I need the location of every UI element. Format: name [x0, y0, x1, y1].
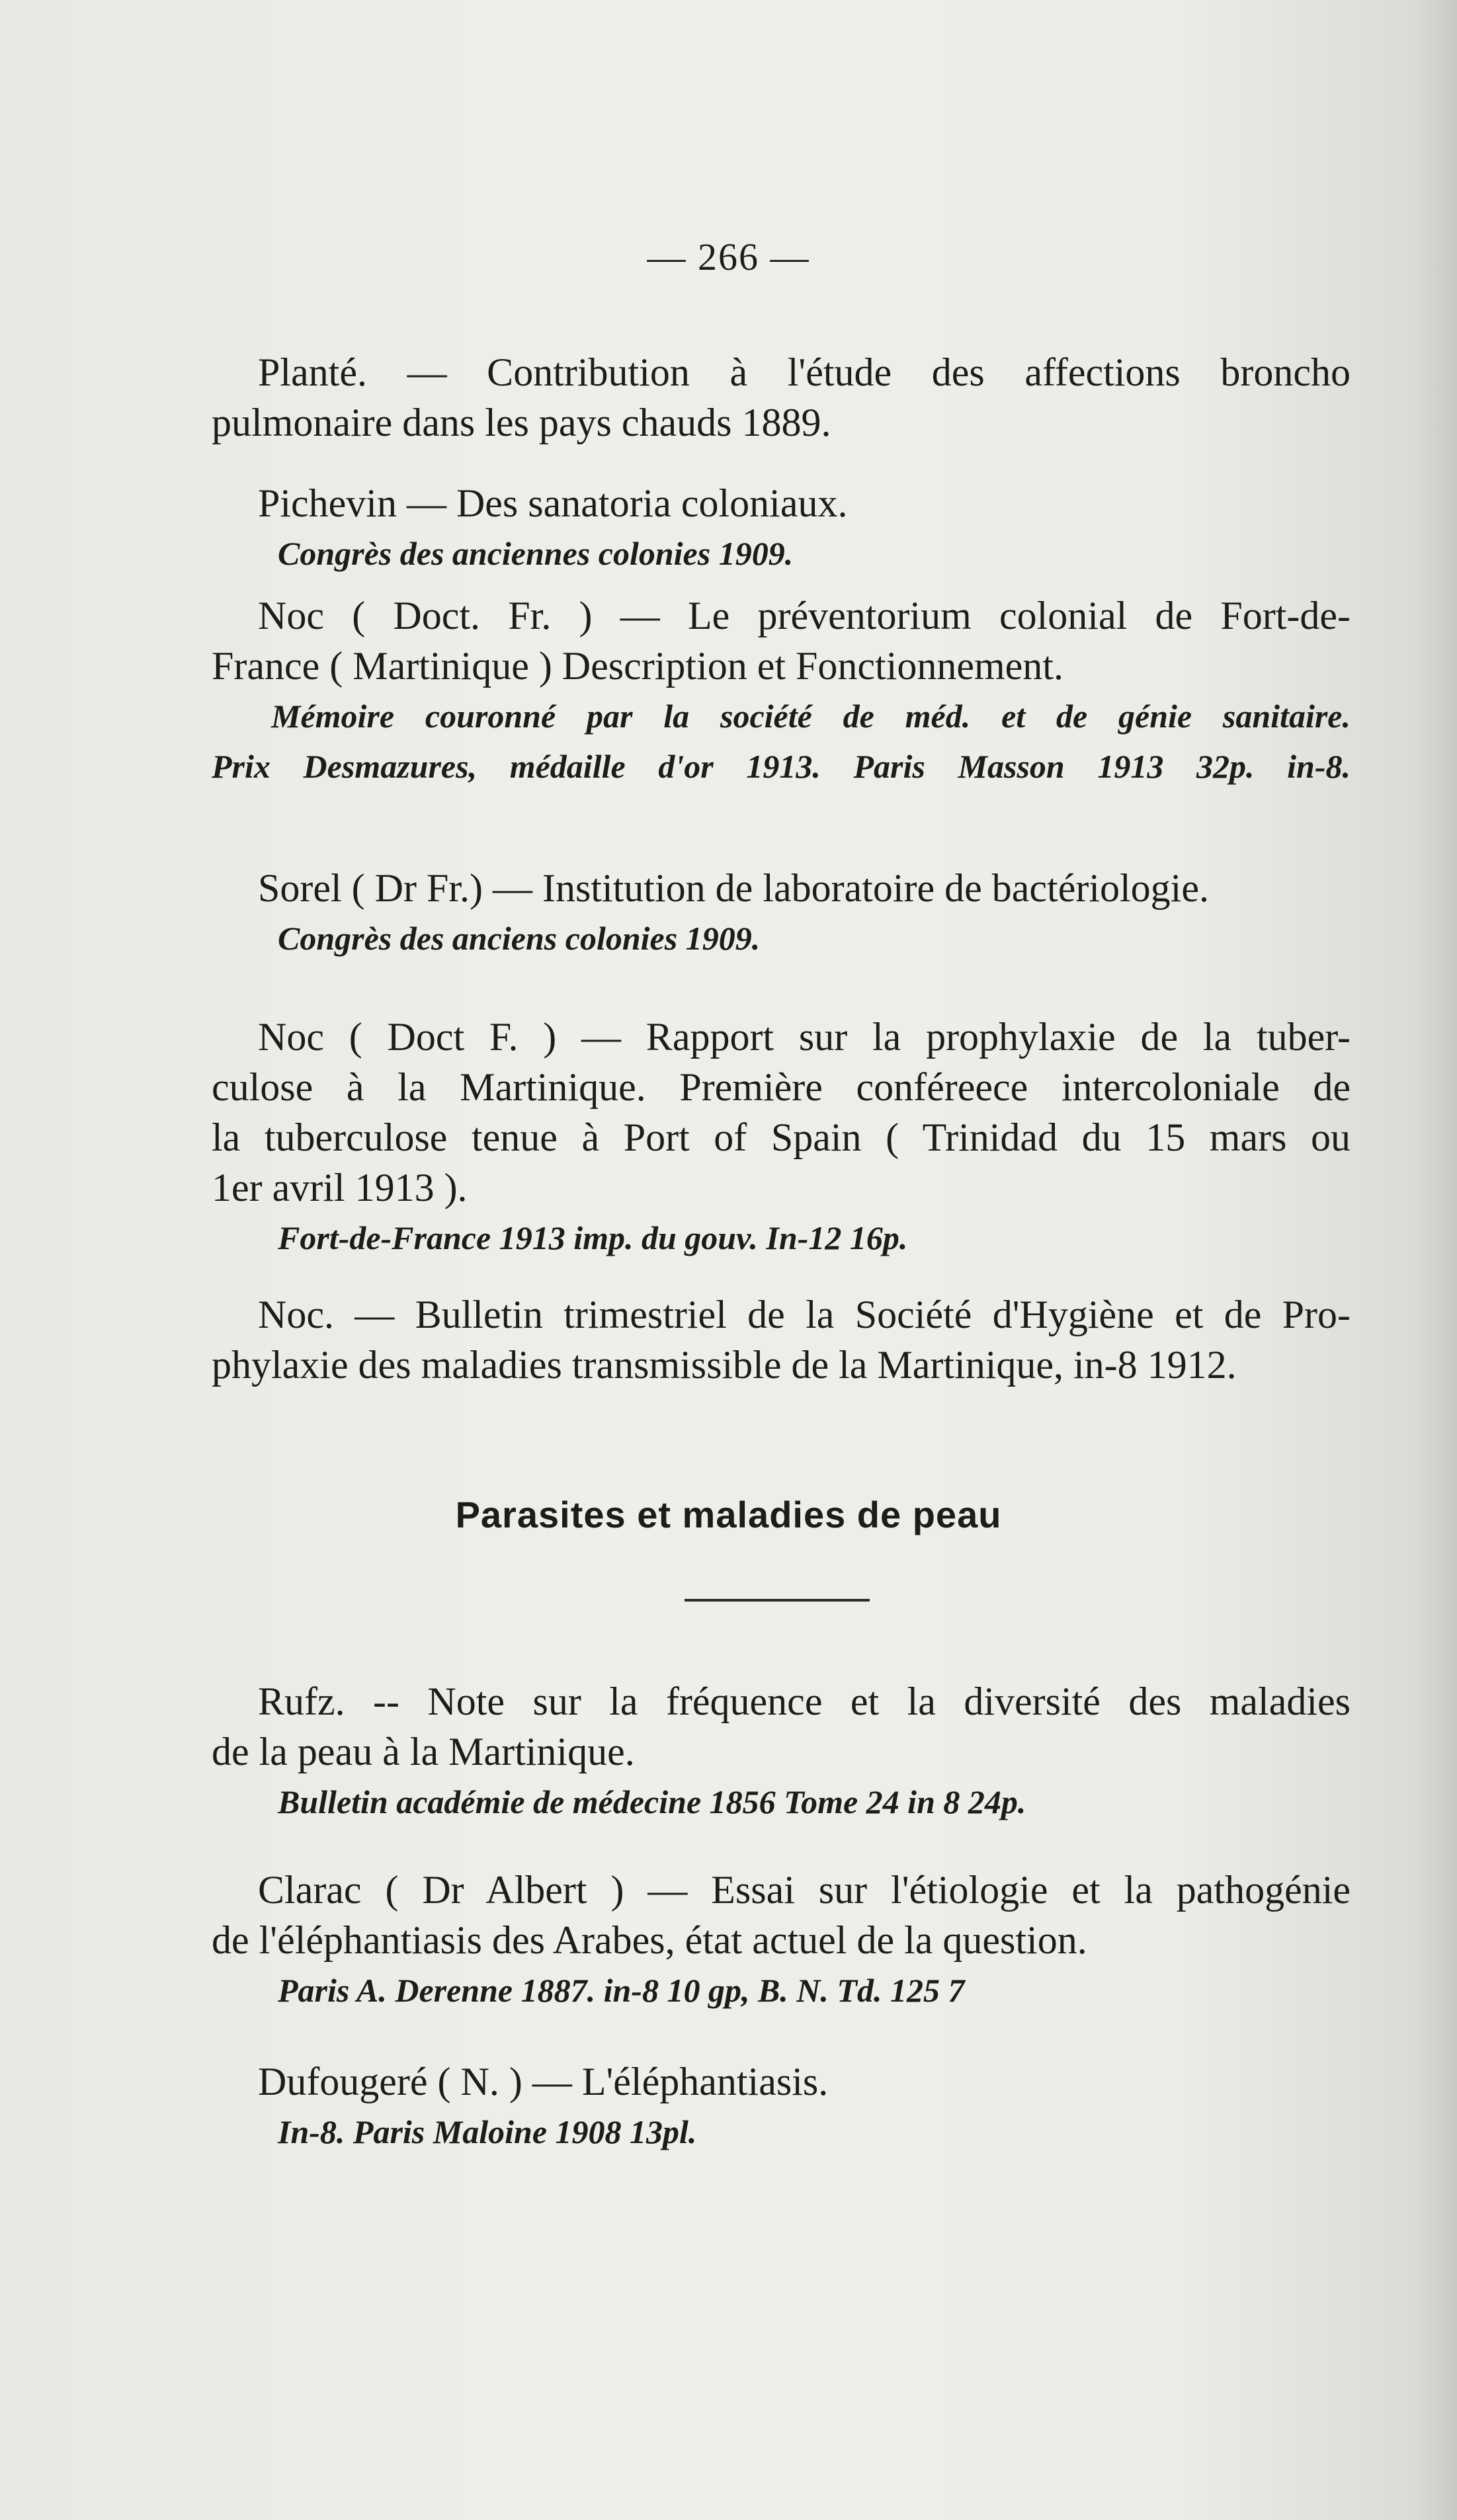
entry-text-line: Sorel ( Dr Fr.) — Institution de laboratoire de bactériologie. [258, 866, 1209, 910]
entry-text-line: Dufougeré ( N. ) — L'éléphantiasis. [258, 2060, 829, 2103]
entry-text-line: Clarac ( Dr Albert ) — Essai sur l'étiologie et la pathogénie [258, 1868, 1351, 1912]
bibliography-entry [212, 1865, 1351, 2015]
entry-text-line: pulmonaire dans les pays chauds 1889. [212, 401, 831, 444]
section-title: Parasites et maladies de peau [455, 1494, 1002, 1535]
entry-text-line: de l'éléphantiasis des Arabes, état actuel de la question. [212, 1918, 1087, 1962]
entry-text-line: la tuberculose tenue à Port of Spain ( Trinidad du 15 mars ou [212, 1116, 1351, 1159]
bibliography-entry [212, 1012, 1351, 1263]
entry-reference: Paris A. Derenne 1887. in-8 10 gp, B. N. Td. 125 7 [278, 1972, 965, 2009]
entry-text-line: Noc ( Doct F. ) — Rapport sur la prophylaxie de la tuber- [258, 1015, 1351, 1059]
entry-text-line: Rufz. -- Note sur la fréquence et la diversité des maladies [258, 1680, 1351, 1723]
entry-text-line: Planté. — Contribution à l'étude des affections broncho [258, 350, 1351, 394]
bibliography-entry [212, 478, 1351, 579]
entry-text-line: France ( Martinique ) Description et Fonctionnement. [212, 644, 1063, 688]
entry-reference: Bulletin académie de médecine 1856 Tome 24 in 8 24p. [278, 1783, 1026, 1820]
bibliography-entry [212, 863, 1351, 963]
entry-text-line: Pichevin — Des sanatoria coloniaux. [258, 481, 848, 525]
section-divider [685, 1599, 870, 1602]
bibliography-entry [212, 2056, 1351, 2157]
entry-reference: Prix Desmazures, médaille d'or 1913. Paris Masson 1913 32p. in-8. [212, 748, 1351, 785]
entry-text-line: de la peau à la Martinique. [212, 1730, 635, 1773]
bibliography-entry [212, 1676, 1351, 1827]
entry-reference: Congrès des anciens colonies 1909. [278, 920, 761, 957]
entry-reference: Mémoire couronné par la société de méd. et de génie sanitaire. [271, 698, 1351, 735]
bibliography-entry [212, 590, 1351, 792]
entry-text-line: 1er avril 1913 ). [212, 1166, 468, 1209]
entry-reference: In-8. Paris Maloine 1908 13pl. [278, 2113, 697, 2150]
entry-reference: Congrès des anciennes colonies 1909. [278, 535, 794, 572]
bibliography-entry [212, 1289, 1351, 1390]
entry-text-line: Noc ( Doct. Fr. ) — Le préventorium colonial de Fort-de- [258, 594, 1351, 637]
entry-text-line: culose à la Martinique. Première conféreece intercoloniale de [212, 1065, 1351, 1109]
page-number: — 266 — [647, 235, 810, 278]
entry-text-line: Noc. — Bulletin trimestriel de la Société d'Hygiène et de Pro- [258, 1293, 1351, 1336]
entry-reference: Fort-de-France 1913 imp. du gouv. In-12 16p. [278, 1219, 908, 1256]
bibliography-entry [212, 347, 1351, 448]
entry-text-line: phylaxie des maladies transmissible de la Martinique, in-8 1912. [212, 1343, 1237, 1387]
